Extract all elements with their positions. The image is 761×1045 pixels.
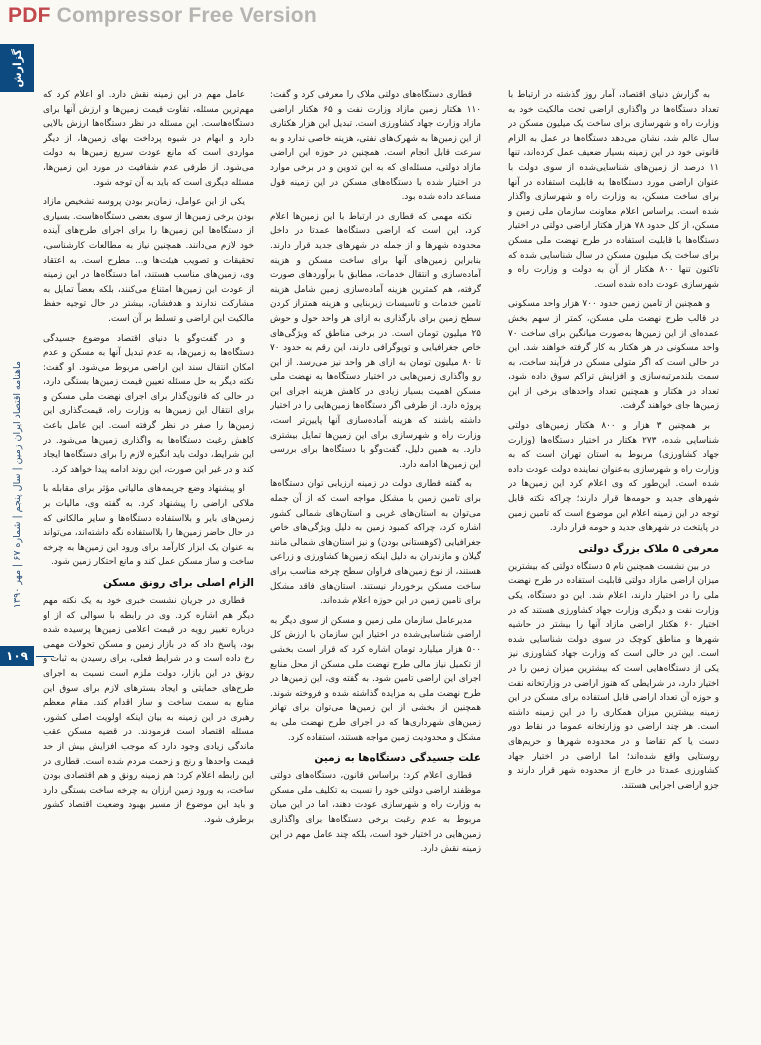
paragraph: نکته مهمی که قطاری در ارتباط با این زمین‌ها اعلام کرد، این است که اراضی دستگاه‌ها عمدتا در داخل محدوده شهرها و از جمله در شهرهای جدید قرار دارند. بنابراین زمین‌های آنها برای ساخت مسکن و هزینه آماده‌سازی و انتقال خدمات، مطابق با برآوردهای صورت گرفته، هم کمترین هزینه آماده‌سازی زمین شامل هزینه تامین خدمات و تاسیسات زیربنایی و هزینه همتراز کردن سطح زمین برای بارگذاری به ازای هر واحد حول و حوش ۲۵ میلیون تومان است. در برخی مناطق که ویژگی‌های خاص جغرافیایی و توپوگرافی دارند، این رقم به حدود ۷۰ تا ۸۰ میلیون تومان به ازای هر واحد نیز می‌رسد. از این رو واگذاری زمین‌هایی در اختیار دستگاه‌ها به نهضت ملی مسکن اهمیت بسیار زیادی در کاهش هزینه اجرای این پروژه دارد. از طرفی اگر دستگاه‌ها زمین‌هایی را در اختیار داشته باشند که هزینه آماده‌سازی آنها پایین‌تر است، وزارت راه و شهرسازی برای این زمین‌ها تمایل بیشتری دارد. به همین دلیل، گفت‌وگو با دستگاه‌ها برای بررسی این زمین‌ها ادامه دارد. (270, 211, 481, 470)
paragraph: قطاری دستگاه‌های دولتی ملاک را معرفی کرد و گفت: ۱۱۰ هکتار زمین مازاد وزارت نفت و ۶۵ هکتار اراضی مازاد وزارت جهاد کشاورزی است. تبدیل این هزار هکتاری از این زمین‌ها به شهرک‌های نفتی، هزینه خاصی ندارد و به سرعت قابل انجام است. همچنین در حوزه این اراضی مازاد دولتی، مسئله‌ای که به این تدوین و در برخی موارد در اختیار شده با دستگاه‌های مسکن در این زمینه قول مساعد داده شده بود. (270, 90, 481, 203)
section-heading: الزام اصلی برای رونق مسکن (102, 577, 254, 589)
issue-spine (0, 340, 34, 630)
watermark-pdf: PDF (8, 4, 51, 27)
paragraph: در بین نشست همچنین نام ۵ دستگاه دولتی که بیشترین میزان اراضی مازاد دولتی قابلیت استفاده در طرح نهضت ملی را در اختیار دارند، اعلام شد. این دو دستگاه، یکی وزارت نفت و دیگری وزارت جهاد کشاورزی هستند که در اختیار ۶۰ هکتار اراضی مازاد آنها را بیشتر در حاشیه شهرها و مناطق کوچک در سوی دولت شناسایی شده است. این در حالی است که وزارت جهاد کشاورزی نیز یکی از دستگاه‌هایی است که بیشترین میزان زمین را در اختیار دارد، در شرایطی که هنوز اراضی در وزارتخانه نفت و حوزه آن تعداد اراضی قابل استفاده برای مسکن در این زمینه بیشترین میزان همکاری را در این زمینه داشته است. هر چند اراضی دو وزارتخانه عموما در نقاط دور دست یا کم تقاضا و در محدوده شهرها و حریم‌های روستایی واقع شده‌اند؛ اما اراضی در اختیار جهاد کشاورزی عمدتا در خارج از محدوده شهر قرار دارند و جزو اراضی اجرایی هستند. (508, 561, 719, 791)
section-tab (0, 44, 34, 92)
paragraph: یکی از این عوامل، زمان‌بر بودن پروسه تشخیص مازاد بودن برخی زمین‌ها از سوی بعضی دستگاه‌هاست. بسیاری از دستگاه‌ها این زمین‌ها را برای اجرای طرح‌های آینده خود لازم می‌دانند. همچنین نیاز به مطالعات کارشناسی، تحقیقات و تصویب هیئت‌ها و... مطرح است. به اعتقاد وی، زمین‌های مناسب هستند، اما دستگاه‌ها در این زمینه از عودت این زمین‌ها امتناع می‌کنند، بلکه بعضاً تمایل به مشارکت ندارند و هدفشان، بیشتر در حال توجیه حفظ مالکیت این اراضی و تسلط بر آن است. (43, 197, 254, 324)
paragraph: به گزارش دنیای اقتصاد، آمار روز گذشته در ارتباط با تعداد دستگاه‌ها در واگذاری اراضی تحت مالکیت خود به وزارت راه و شهرسازی برای ساخت یک میلیون مسکن در سال عالم شد، نشان می‌دهد دستگاه‌ها در عمل به الزام قانونی خود در این زمینه بسیار ضعیف عمل کرده‌اند، تنها ۱۱ درصد از زمین‌های شناسایی‌شده از سوی دولت با عنوان اراضی مورد دستگاه‌ها به قابلیت استفاده در آنها برای ساخت مسکن، به وزارت راه و شهرسازی واگذار شده است. براساس اعلام معاونت سازمان ملی زمین و مسکن، از کل حدود ۷۸ هزار هکتار اراضی دولتی در اختیار دستگاه‌ها با قابلیت استفاده در طرح نهضت ملی مسکن برای ساخت یک میلیون مسکن در سال شناسایی شده که تاکنون تنها ۸۰۰ هکتار از آن به دولت و وزارت راه و شهرسازی عودت داده شده است. (508, 90, 719, 290)
paragraph: مدیرعامل سازمان ملی زمین و مسکن از سوی دیگر به اراضی شناسایی‌شده در اختیار این سازمان با ارزش کل ۵۰۰ هزار میلیارد تومان اشاره کرد که قرار است بخشی از تکمیل نیاز مالی طرح نهضت ملی مسکن از محل منابع اجرای این اراضی تامین شود. به گفته وی، این زمین‌ها در طرح نهضت ملی به مزایده گذاشته شده و فروخته شوند. همچنین از بخشی از این زمین‌ها می‌توان برای تهاتر زمین‌های شهرداری‌ها که در اجرای طرح نهضت ملی به مشکل و محدودیت زمین مواجه هستند، استفاده کرد. (270, 615, 481, 743)
section-heading: معرفی ۵ ملاک بزرگ دولتی (578, 542, 719, 555)
issue-info: ماهنامه اقتصاد ایران زمین | سال پنجم | شماره ۶۷ | مهر ۱۳۹۰ (11, 361, 23, 609)
watermark-text (8, 4, 317, 28)
paragraph: عامل مهم در این زمینه نقش دارد. او اعلام کرد که مهم‌ترین مسئله، تفاوت قیمت زمین‌ها و ارزش آنها برای دستگاه‌هاست. این مسئله در نظر دستگاه‌ها ارزش بالایی دارد و ابهام در شیوه پرداخت بهای زمین‌ها، از دیگر مواردی است که مانع عودت سریع زمین‌ها به دولت می‌شود. از طرفی عدم شفافیت در مورد این زمین‌ها، مسئله دیگری است که باید به آن توجه شود. (43, 90, 254, 188)
article-column-left (43, 88, 254, 1023)
section-tab-label: گزارش (10, 48, 24, 88)
paragraph: قطاری در جریان نشست خبری خود به یک نکته مهم دیگر هم اشاره کرد. وی در رابطه با سوالی که از او درباره تغییر رویه در قیمت اعلامی زمین‌ها پرسیده شده بود، پاسخ داد که در بازار زمین و مسکن تحولات مهمی رخ داده است و در شرایط فعلی، برای رسیدن به ثبات و رونق در این بازار، دولت ملزم است نسبت به اجرای طرح‌های حمایتی و ایجاد بسترهای لازم برای سوق این منابع به سمت ساخت و ساز اقدام کند. مقام معظم رهبری در این زمینه به بیان اینکه اولویت اصلی کشور، مسئله اقتصاد است فرمودند. در قضیه مسکن عقب ماندگی زیادی وجود دارد که موجب افزایش بیش از حد قیمت واحدها و رنج و زحمت مردم شده است. قطاری در این رابطه اعلام کرد: هم زمینه رونق و هم اقتصادی بودن ساخت، به ورود زمین ارزان به چرخه ساخت بستگی دارد و باید این موضوع از مسیر بهبود وضعیت اقتصاد کشور برطرف شود. (43, 596, 254, 825)
paragraph: او پیشنهاد وضع جریمه‌های مالیاتی مؤثر برای مقابله با ملاکی اراضی را پیشنهاد کرد. به گفته وی، مالیات بر زمین‌های بایر و بلااستفاده دستگاه‌ها و سایر مالکانی که در حال حاضر زمین‌ها را بلااستفاده نگه داشته‌اند، می‌تواند به عنوان یک ابزار کارآمد برای ورود این زمین‌ها به چرخه ساخت و ساز مسکن عمل کند و مانع احتکار زمین شود. (43, 484, 254, 568)
paragraph: به گفته قطاری دولت در زمینه ارزیابی توان دستگاه‌ها برای تامین زمین با مشکل مواجه است که از آن جمله می‌توان به استان‌های غربی و استان‌های شمالی کشور اشاره کرد، چراکه کمبود زمین به دلیل ویژگی‌های خاص جغرافیایی (کوهستانی بودن) و نیز استان‌های شمالی مانند گیلان و مازندران به دلیل اینکه زمین‌ها کشاورزی و زراعی هستند، از نوع زمین‌های فراوان سطح چرخه مناسب برای ساخت مسکن برخوردار نیستند. استان‌های فاقد مشکل برای تامین زمین در این حوزه اعلام شده‌اند. (270, 479, 481, 607)
paragraph: و همچنین از تامین زمین حدود ۷۰۰ هزار واحد مسکونی در قالب طرح نهضت ملی مسکن، کمتر از سهم بخش عمده‌ای از این زمین‌ها به‌صورت میانگین برای ساخت ۷۰ واحد مسکونی در هر هکتار به کار گرفته خواهند شد. این در حالی است که اگر متولی مسکن در فرآیند ساخت، به سمت بلندمرتبه‌سازی و افزایش تراکم سوق داده شود، تعداد در هکتار و همچنین تعداد واحدهای برخی از این زمین‌ها جای خواهند گرفت. (508, 299, 719, 412)
section-heading: علت جسیدگی دستگاه‌ها به زمین (314, 752, 481, 765)
article-column-right (508, 88, 719, 1023)
paragraph: بر همچنین ۳ هزار و ۸۰۰ هکتار زمین‌های دولتی شناسایی شده، ۲۷۳ هکتار در اختیار دستگاه‌ها (وزارت جهاد کشاورزی) مربوط به استان تهران است که به وزارت راه و شهرسازی به‌عنوان نماینده دولت عودت داده شده است. این‌طور که وی اعلام کرد این زمین‌ها در شهرهای جدید و حومه‌ها قرار دارند؛ چراکه نکته قابل توجه در این زمینه اعلام این موضوع است که تامین زمین در پایتخت در شهرهای جدید و حومه قرار دارد. (508, 421, 719, 534)
paragraph: و در گفت‌وگو با دنیای اقتصاد موضوع جسیدگی دستگاه‌ها به زمین‌ها، به عدم تبدیل آنها به مسکن و عدم امکان انتقال سند این اراضی مربوط می‌شود. او گفت: نکته دیگر به حل مسئله تعیین قیمت زمین‌ها بستگی دارد، در حالی که قانون‌گذار برای اجرای نهضت ملی مسکن و برای انتقال این زمین‌ها به وزارت راه، قیمت‌گذاری این زمین‌ها را صفر در نظر گرفته است. این عامل باعث کاهش رغبت دستگاه‌ها به واگذاری زمین‌ها می‌شود. در این شرایط، دولت باید انگیزه لازم را برای دستگاه‌ها ایجاد کند و در غیر این صورت، این روند ادامه پیدا خواهد کرد. (43, 333, 254, 475)
page-number: ۱۰۹ (0, 646, 34, 666)
watermark-rest: Compressor Free Version (50, 4, 317, 27)
article-column-middle (270, 88, 481, 1023)
paragraph: قطاری اعلام کرد: براساس قانون، دستگاه‌های دولتی موظفند اراضی دولتی خود را نسبت به تکلیف ملی مسکن به وزارت راه و شهرسازی عودت دهند، اما در این میان مربوط به عدم رغبت برخی دستگاه‌ها برای واگذاری زمین‌هایی در اختیار خود است، بلکه چند عامل مهم در این زمینه نقش دارد. (270, 771, 481, 855)
